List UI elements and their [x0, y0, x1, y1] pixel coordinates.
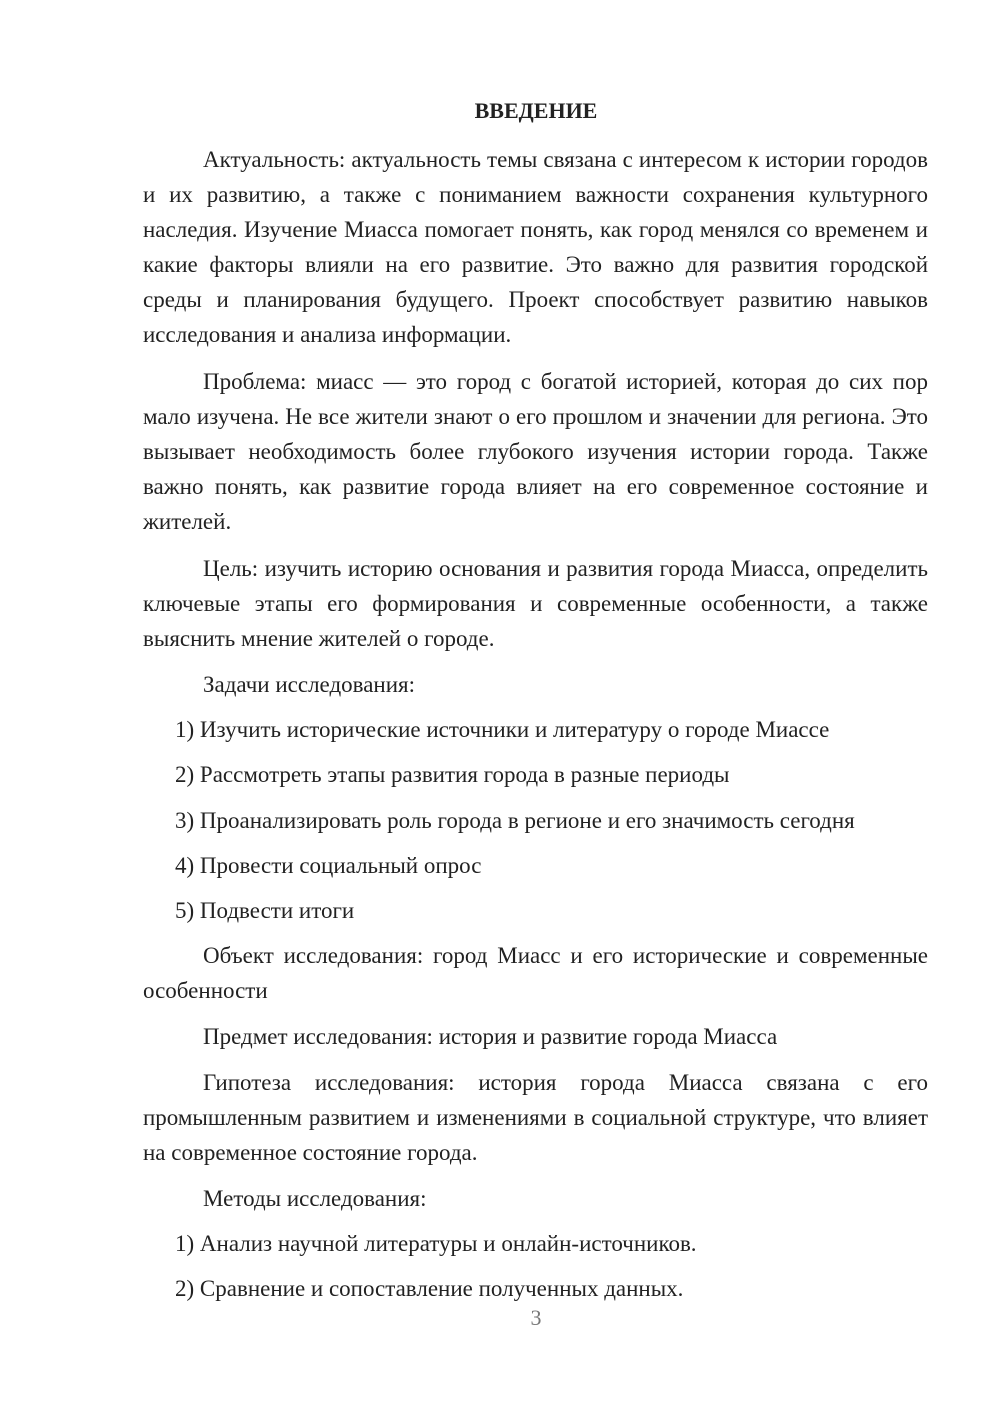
tasks-title: Задачи исследования: — [203, 672, 416, 697]
hypothesis-paragraph: Гипотеза исследования: история города Миасса связана с его промышленным развитием и изменениями в социальной структуре, что влияет на современное состояние города. — [143, 1070, 928, 1165]
subject-paragraph: Предмет исследования: история и развитие города Миасса — [203, 1024, 778, 1049]
task-item: 3) Проанализировать роль города в регионе и его значимость сегодня — [175, 808, 855, 833]
method-item: 2) Сравнение и сопоставление полученных данных. — [175, 1276, 684, 1301]
page-number: 3 — [530, 1305, 542, 1330]
task-item: 2) Рассмотреть этапы развития города в разные периоды — [175, 762, 730, 787]
task-item: 5) Подвести итоги — [175, 898, 355, 923]
methods-title: Методы исследования: — [203, 1186, 427, 1211]
relevance-paragraph: Актуальность: актуальность темы связана с интересом к истории городов и их развитию, а также с пониманием важности сохранения культурного наследия. Изучение Миасса помогает понять, как город менялся со временем и какие факторы влияли на его развитие. Это важно для развития городской среды и планирования будущего. Проект способствует развитию навыков исследования и анализа информации. — [143, 147, 928, 347]
goal-paragraph: Цель: изучить историю основания и развития города Миасса, определить ключевые этапы его формирования и современные особенности, а также выяснить мнение жителей о городе. — [143, 556, 928, 651]
problem-paragraph: Проблема: миасс — это город с богатой историей, которая до сих пор мало изучена. Не все жители знают о его прошлом и значении для региона. Это вызывает необходимость более глубокого изучения истории города. Также важно понять, как развитие города влияет на его современное состояние и жителей. — [143, 369, 928, 534]
object-paragraph: Объект исследования: город Миасс и его исторические и современные особенности — [143, 943, 928, 1003]
method-item: 1) Анализ научной литературы и онлайн-источников. — [175, 1231, 697, 1256]
task-item: 1) Изучить исторические источники и литературу о городе Миассе — [175, 717, 830, 742]
task-item: 4) Провести социальный опрос — [175, 853, 482, 878]
section-heading: ВВЕДЕНИЕ — [474, 98, 598, 123]
